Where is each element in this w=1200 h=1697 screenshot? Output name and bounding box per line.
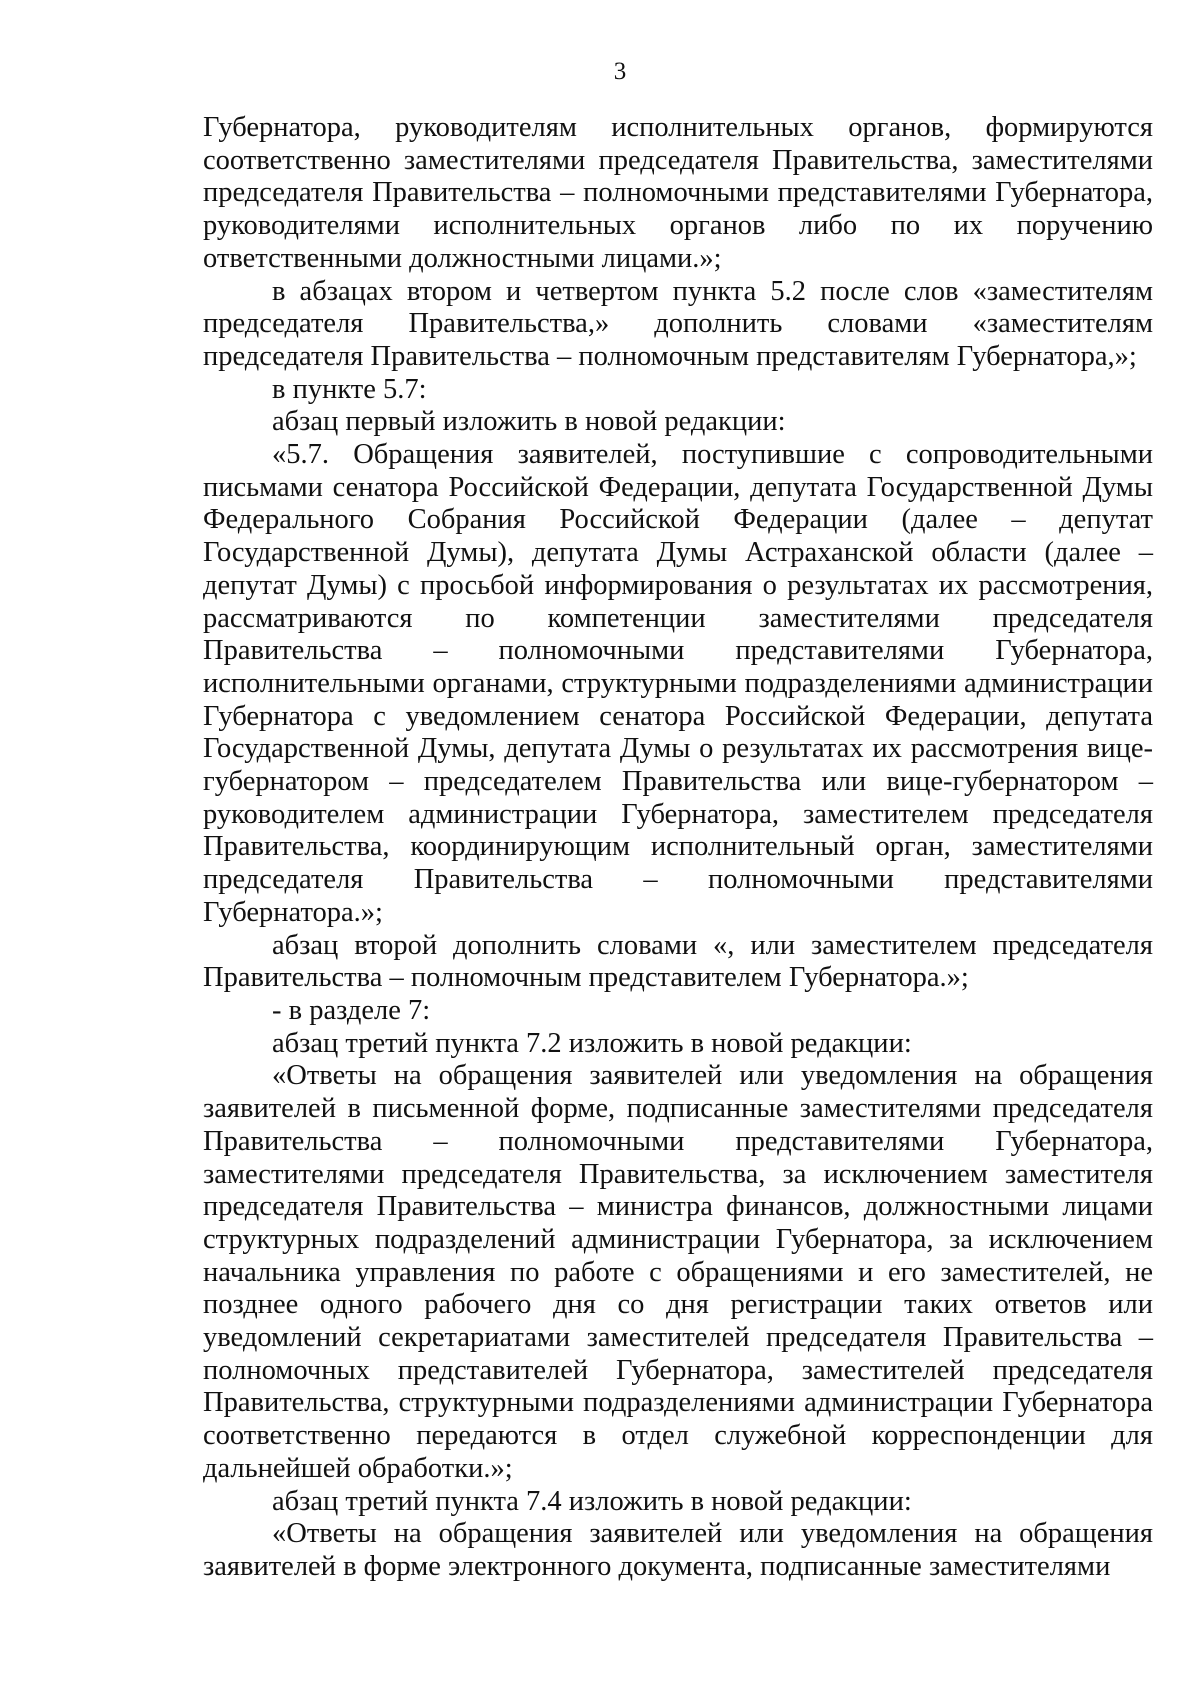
paragraph: Губернатора, руководителям исполнительных органов, формируются соответственно заместителями председателя Правительства, заместителями председателя Правительства – полномочными представителями Губернатора, руководителями исполнительных органов либо по их поручению ответственными должностными лицами.»; xyxy=(203,112,1153,274)
paragraph: абзац третий пункта 7.2 изложить в новой редакции: xyxy=(272,1027,912,1059)
paragraph: в абзацах втором и четвертом пункта 5.2 после слов «заместителям председателя Правительства,» дополнить словами «заместителям председателя Правительства – полномочным представителям Губернатора,»; xyxy=(203,275,1153,372)
paragraph: «Ответы на обращения заявителей или уведомления на обращения заявителей в форме электронного документа, подписанные заместителями xyxy=(203,1518,1153,1582)
paragraph: - в разделе 7: xyxy=(272,994,431,1026)
paragraph: «5.7. Обращения заявителей, поступившие с сопроводительными письмами сенатора Российской Федерации, депутата Государственной Думы Федерального Собрания Российской Федерации (далее – депутат Государственной Думы), депутата Думы Астраханской области (далее – депутат Думы) с просьбой информирования о результатах их рассмотрения, рассматриваются по компетенции заместителями председателя Правительства – полномочными представителями Губернатора, исполнительными органами, структурными подразделениями администрации Губернатора с уведомлением сенатора Российской Федерации, депутата Государственной Думы, депутата Думы о результатах их рассмотрения вице-губернатором – председателем Правительства или вице-губернатором – руководителем администрации Губернатора, заместителем председателя Правительства, координирующим исполнительный орган, заместителями председателя Правительства – полномочными представителями Губернатора.»; xyxy=(203,439,1153,928)
paragraph: абзац второй дополнить словами «, или заместителем председателя Правительства – полномочным представителем Губернатора.»; xyxy=(203,929,1153,994)
paragraph: в пункте 5.7: xyxy=(272,373,427,405)
page-number: 3 xyxy=(613,58,627,85)
paragraph: абзац первый изложить в новой редакции: xyxy=(272,406,786,438)
document-body xyxy=(203,112,1153,1584)
paragraph: абзац третий пункта 7.4 изложить в новой редакции: xyxy=(272,1485,912,1517)
paragraph: «Ответы на обращения заявителей или уведомления на обращения заявителей в письменной форме, подписанные заместителями председателя Правительства – полномочными представителями Губернатора, заместителями председателя Правительства, за исключением заместителя председателя Правительства – министра финансов, должностными лицами структурных подразделений администрации Губернатора, за исключением начальника управления по работе с обращениями и его заместителей, не позднее одного рабочего дня со дня регистрации таких ответов или уведомлений секретариатами заместителей председателя Правительства – полномочных представителей Губернатора, заместителей председателя Правительства, структурными подразделениями администрации Губернатора соответственно передаются в отдел служебной корреспонденции для дальнейшей обработки.»; xyxy=(203,1060,1153,1484)
